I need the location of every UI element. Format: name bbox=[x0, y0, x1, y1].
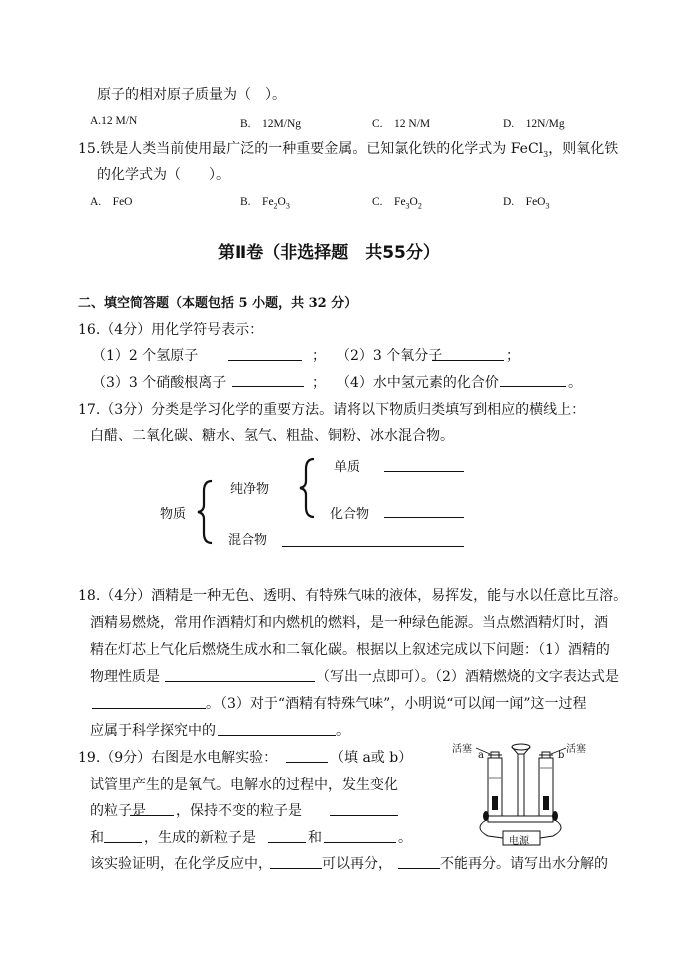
q19-line5-a: 该实验证明，在化学反应中， bbox=[90, 856, 272, 872]
q15-option-c: C. $Fe_3O_2$ bbox=[372, 196, 422, 211]
q19-blank1[interactable] bbox=[286, 762, 328, 763]
q16-blank4[interactable] bbox=[500, 386, 566, 387]
part2-heading: 二、填空简答题（本题包括 5 小题，共 32 分） bbox=[78, 296, 358, 311]
q19-line4-c: 和 bbox=[308, 830, 322, 846]
q19-line3-b: ，保持不变的粒子是 bbox=[176, 803, 302, 819]
q17-label-huahewu: 化合物 bbox=[330, 507, 370, 522]
q19-line2: 试管里产生的是氧气。电解水的过程中，发生变化 bbox=[90, 777, 398, 793]
q17-blank-hunhewu[interactable] bbox=[282, 546, 464, 547]
q18-line1: 18.（4分）酒精是一种无色、透明、有特殊气味的液体，易挥发，能与水以任意比互溶。 bbox=[78, 588, 628, 604]
power-source-label: 电源 bbox=[509, 836, 529, 847]
electrolysis-apparatus bbox=[448, 740, 618, 850]
q19-blank3[interactable] bbox=[330, 815, 398, 816]
section-title: 第Ⅱ卷（非选择题 共55分） bbox=[218, 243, 440, 263]
q17-label-danzhi: 单质 bbox=[334, 460, 361, 475]
q16-sep2: ； bbox=[506, 348, 520, 364]
q17-substances: 白醋、二氧化碳、糖水、氢气、粗盐、铜粉、冰水混合物。 bbox=[90, 428, 454, 444]
q19-blank8[interactable] bbox=[398, 868, 440, 869]
q17-label-chunjingwu: 纯净物 bbox=[230, 482, 270, 497]
q18-blank3[interactable] bbox=[218, 735, 336, 736]
q18-blank1[interactable] bbox=[165, 681, 315, 682]
q16-item3: （3）3 个硝酸根离子 bbox=[92, 375, 227, 391]
tube-a-label: a bbox=[478, 750, 484, 761]
q16-item1: （1）2 个氢原子 bbox=[92, 348, 199, 364]
q19-line4-a: 和 bbox=[90, 830, 104, 846]
q15-stem-line1: 15.铁是人类当前使用最广泛的一种重要金属。已知氯化铁的化学式为 FeCl$_3$，则氧化铁 bbox=[78, 141, 619, 159]
q14-option-c: C. 12 N/M bbox=[372, 118, 431, 130]
q16-sep3: ； bbox=[312, 375, 326, 391]
q18-blank2[interactable] bbox=[92, 708, 206, 709]
electrolysis-drawing bbox=[448, 740, 618, 850]
q19-line5-c: 不能再分。请写出水分解的 bbox=[440, 856, 608, 872]
q16-end: 。 bbox=[568, 375, 582, 391]
q17-blank-huahewu[interactable] bbox=[384, 517, 464, 518]
q19-line3-a: 的粒子是 bbox=[90, 803, 146, 819]
q14-option-b: B. 12M/Ng bbox=[240, 118, 302, 130]
q16-sep1: ； bbox=[312, 348, 326, 364]
q16-blank1[interactable] bbox=[228, 360, 302, 361]
q18-line6-b: 。 bbox=[336, 723, 350, 739]
q14-continuation: 原子的相对原子质量为（ ）。 bbox=[97, 87, 286, 103]
q16-stem: 16.（4分）用化学符号表示： bbox=[78, 322, 264, 338]
q17-stem: 17.（3分）分类是学习化学的重要方法。请将以下物质归类填写到相应的横线上： bbox=[78, 402, 586, 418]
q18-line6-a: 应属于科学探究中的 bbox=[90, 723, 216, 739]
q16-item4: （4）水中氢元素的化合价 bbox=[336, 375, 499, 391]
q19-blank4[interactable] bbox=[104, 842, 142, 843]
q16-blank3[interactable] bbox=[232, 386, 304, 387]
q19-line4-b: ，生成的新粒子是 bbox=[144, 830, 256, 846]
q18-line4-a: 物理性质是 bbox=[90, 669, 160, 685]
left-valve-label: 活塞 bbox=[452, 744, 472, 755]
q15-option-b: B. $Fe_2O_3$ bbox=[240, 196, 290, 211]
q15-option-d: D. FeO$_3$ bbox=[503, 196, 550, 211]
q18-line2: 酒精易燃烧，常用作酒精灯和内燃机的燃料，是一种绿色能源。当点燃酒精灯时，酒 bbox=[90, 615, 608, 631]
q16-item2: （2）3 个氧分子 bbox=[336, 348, 443, 364]
q15-stem-line2: 的化学式为（ ）。 bbox=[97, 167, 230, 183]
right-valve-label: 活塞 bbox=[566, 744, 586, 755]
q17-label-hunhewu: 混合物 bbox=[228, 533, 268, 548]
q18-line3: 精在灯芯上气化后燃烧生成水和二氧化碳。根据以上叙述完成以下问题：（1）酒精的 bbox=[90, 642, 610, 658]
q19-blank6[interactable] bbox=[324, 842, 396, 843]
q17-blank-danzhi[interactable] bbox=[384, 471, 464, 472]
q19-blank5[interactable] bbox=[268, 842, 306, 843]
q15-option-a: A. FeO bbox=[90, 196, 133, 208]
q16-blank2[interactable] bbox=[432, 360, 504, 361]
q19-line1-a: 19.（9分）右图是水电解实验： bbox=[78, 750, 278, 766]
q14-option-d: D. 12N/Mg bbox=[503, 118, 565, 130]
tube-b-label: b bbox=[558, 750, 565, 761]
q19-line1-b: （填 a或 b） bbox=[330, 750, 413, 766]
q18-line5: 。（3）对于“酒精有特殊气味”，小明说“可以闻一闻”这一过程 bbox=[206, 696, 587, 712]
q19-line5-b: 可以再分， bbox=[322, 856, 392, 872]
q19-blank7[interactable] bbox=[270, 868, 322, 869]
q18-line4-b: （写出一点即可）。（2）酒精燃烧的文字表达式是 bbox=[316, 669, 619, 685]
q19-line4-d: 。 bbox=[398, 830, 412, 846]
q17-label-wuzhi: 物质 bbox=[160, 507, 187, 522]
q19-blank2[interactable] bbox=[130, 815, 174, 816]
q14-option-a: A.12 M/N bbox=[90, 115, 138, 127]
